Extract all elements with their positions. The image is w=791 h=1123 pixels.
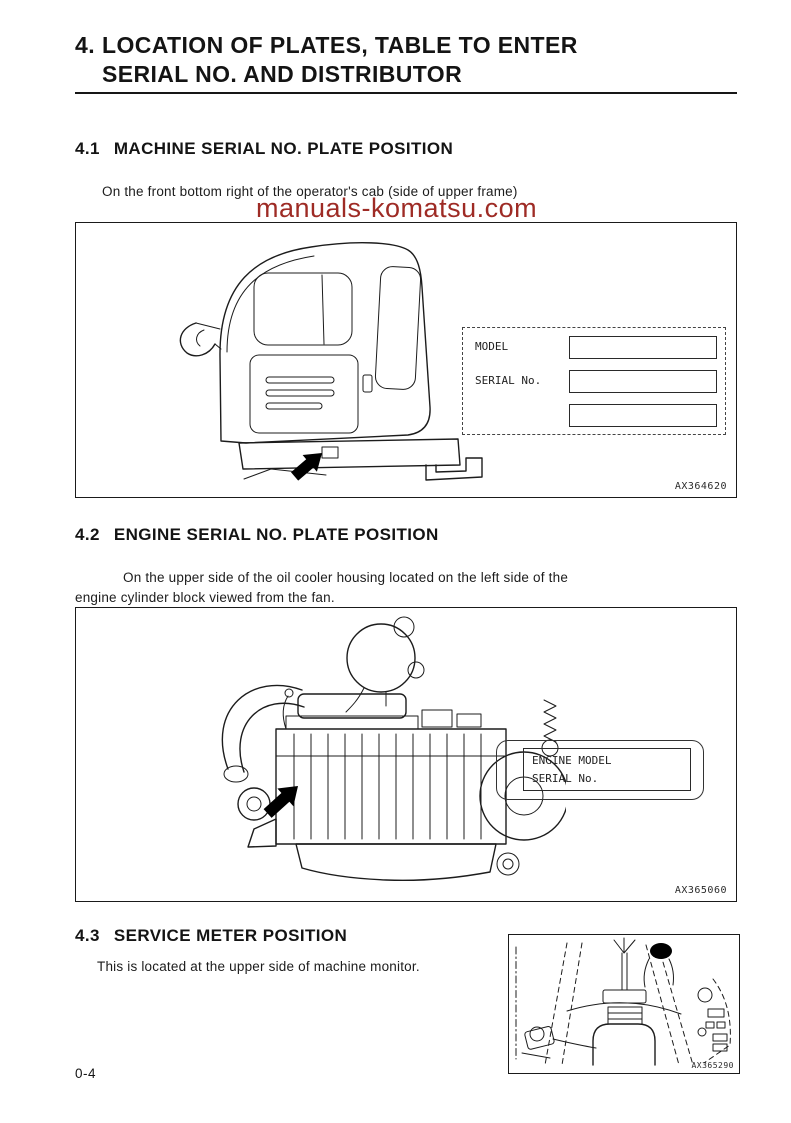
air-cleaner-cap <box>394 617 414 637</box>
frame-bracket <box>426 458 482 480</box>
console-dial <box>698 988 712 1002</box>
console-switch <box>708 1009 724 1017</box>
spring-coil <box>544 700 556 742</box>
pipe-flange <box>224 766 248 782</box>
section-4-3-heading <box>75 926 347 946</box>
console-switch <box>706 1022 714 1028</box>
manifold-box <box>457 714 481 727</box>
drain-plug <box>503 859 513 869</box>
machine-plate-serial-field <box>569 370 717 393</box>
engine-plate-detail <box>496 740 704 800</box>
figure-service-meter <box>508 934 740 1074</box>
fan-pulley-hub <box>247 797 261 811</box>
cab-roof-inner-line <box>227 256 314 352</box>
block-ribs <box>294 734 481 839</box>
monitor-rows <box>608 1013 642 1019</box>
cab-handrail-detail <box>196 323 221 349</box>
door-vent-slot <box>266 403 322 409</box>
cab-front-window <box>375 266 421 390</box>
figure-engine-plate <box>75 607 737 902</box>
section-4-3-body: This is located at the upper side of machine monitor. <box>97 958 420 974</box>
section-4-1-heading <box>75 139 453 159</box>
right-pillar <box>646 945 693 1065</box>
seat-cutout <box>593 1024 655 1065</box>
chapter-title-line2: SERIAL NO. AND DISTRIBUTOR <box>102 61 463 87</box>
dash-curve <box>567 1003 681 1014</box>
breather <box>408 662 424 678</box>
oil-pan <box>296 844 496 880</box>
machine-plate-detail <box>462 327 726 435</box>
cab-line-drawing <box>126 227 496 491</box>
console-button <box>698 1028 706 1036</box>
drain-boss <box>497 853 519 875</box>
section-4-2-body: On the upper side of the oil cooler housing located on the left side of the engine cylinder block viewed from the fan. <box>75 569 569 605</box>
dipstick-ring <box>285 689 293 697</box>
section-4-2-number: 4.2 <box>75 525 100 544</box>
console-vent <box>713 1034 727 1041</box>
section-4-1-number: 4.1 <box>75 139 100 158</box>
cab-interior-drawing <box>509 935 737 1071</box>
cab-side-window <box>254 273 352 345</box>
machine-plate-serial-label: SERIAL No. <box>475 374 542 387</box>
plate-location-arrow-icon <box>291 453 322 481</box>
section-4-1-title: MACHINE SERIAL NO. PLATE POSITION <box>113 139 454 158</box>
engine-plate-serial-label: SERIAL No. <box>532 772 599 785</box>
figure-code: AX365060 <box>674 885 727 896</box>
left-pillar <box>545 943 582 1065</box>
upper-frame <box>239 439 460 469</box>
door-vent-slot <box>266 377 334 383</box>
wiper-arm <box>614 938 635 990</box>
machine-monitor <box>608 1007 642 1024</box>
mirror-blob <box>650 943 672 959</box>
section-4-2-heading <box>75 525 439 545</box>
figure-code: AX364620 <box>674 481 727 492</box>
chapter-number: 4. <box>75 32 95 58</box>
frame-edge-line <box>244 469 326 479</box>
chapter-title-line1: LOCATION OF PLATES, TABLE TO ENTER <box>102 32 578 58</box>
machine-serial-plate-mark <box>322 447 338 458</box>
right-console-outline <box>704 979 730 1063</box>
engine-plate-inner <box>523 748 691 791</box>
figure-machine-plate <box>75 222 737 498</box>
figure-code: AX365290 <box>691 1061 734 1070</box>
service-meter-panel <box>603 990 646 1003</box>
console-switch <box>717 1022 725 1028</box>
left-lever-box <box>524 1026 555 1050</box>
air-cleaner <box>347 624 415 692</box>
machine-plate-model-label: MODEL <box>475 340 509 353</box>
manifold-box <box>422 710 452 727</box>
section-4-3-title: SERVICE METER POSITION <box>113 926 348 945</box>
machine-plate-model-field <box>569 336 717 359</box>
machine-plate-extra-field <box>569 404 717 427</box>
fan-pulley <box>238 788 270 820</box>
cab-handrail <box>180 323 215 356</box>
chapter-title-lines <box>102 31 578 89</box>
section-4-2-title: ENGINE SERIAL NO. PLATE POSITION <box>113 525 439 544</box>
plate-location-arrow-icon <box>264 786 298 818</box>
title-underline <box>75 92 737 94</box>
watermark: manuals-komatsu.com <box>256 193 538 223</box>
chapter-title-block <box>75 31 737 89</box>
engine-plate-model-label: ENGINE MODEL <box>532 754 612 767</box>
page-title <box>75 31 737 89</box>
door-vent-slot <box>266 390 334 396</box>
door-handle <box>363 375 372 392</box>
page-number: 0-4 <box>75 1066 97 1081</box>
section-4-3-number: 4.3 <box>75 926 100 945</box>
console-vent <box>713 1044 727 1051</box>
cab-window-divider <box>322 275 324 344</box>
section-4-1-body: On the front bottom right of the operator's cab (side of upper frame) <box>102 183 518 199</box>
engine-mount <box>248 819 276 847</box>
